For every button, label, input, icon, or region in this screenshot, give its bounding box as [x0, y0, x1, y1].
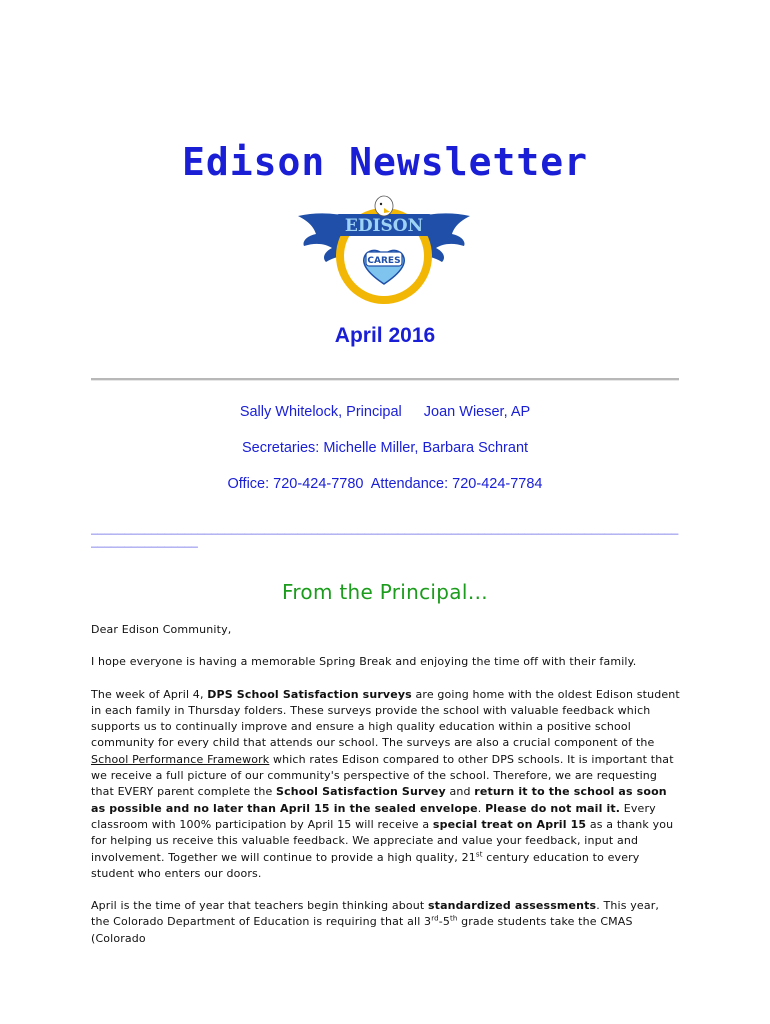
- principal-letter: [91, 622, 681, 963]
- contact-line: [0, 476, 770, 492]
- logo-cares-text: CARES: [367, 256, 401, 266]
- newsletter-title: Edison Newsletter: [182, 140, 588, 184]
- section-heading: From the Principal…: [281, 580, 488, 604]
- letter-paragraph-1: I hope everyone is having a memorable Spring Break and enjoying the time off with their family.: [91, 655, 637, 669]
- school-performance-framework-link[interactable]: School Performance Framework: [91, 752, 270, 766]
- dashed-divider: ________________________________________________________________________________________________________: [91, 522, 679, 548]
- office-phone: Office: 720-424-7780: [227, 476, 364, 492]
- letter-paragraph-3: April is the time of year that teachers begin thinking about standardized assessments. This year, the Colorado Department of Education is requiring that all 3rd-5th grade students take the CMAS (Colorado: [91, 899, 660, 945]
- principal-name: Sally Whitelock, Principal: [239, 404, 402, 420]
- edison-cares-logo: [296, 192, 472, 310]
- letter-greeting: Dear Edison Community,: [91, 623, 232, 636]
- logo-edison-text: EDISON: [344, 216, 424, 236]
- issue-date: April 2016: [334, 324, 436, 347]
- header-divider: [91, 378, 679, 381]
- attendance-phone: Attendance: 720-424-7784: [370, 476, 543, 492]
- ap-name: Joan Wieser, AP: [423, 404, 531, 420]
- secretaries-line: Secretaries: Michelle Miller, Barbara Schrant: [241, 440, 529, 456]
- letter-paragraph-2: The week of April 4, DPS School Satisfaction surveys are going home with the oldest Edison student in each family in Thursday folders. These surveys provide the school with valuable feedback which supports us to continually improve and ensure a high quality education within a positive school community for every child that attends our school. The surveys are also a crucial component of the School Performance Framework which rates Edison compared to other DPS schools. It is important that we receive a full picture of our community's perspective of the school. Therefore, we are requesting that EVERY parent complete the School Satisfaction Survey and return it to the school as soon as possible and no later than April 15 in the sealed envelope. Please do not mail it. Every classroom with 100% participation by April 15 will receive a special treat on April 15 as a thank you for helping us receive this valuable feedback. We appreciate and value your feedback, input and involvement. Together we will continue to provide a high quality, 21st century education to every student who enters our doors.: [91, 687, 680, 880]
- staff-line-1: [0, 404, 770, 420]
